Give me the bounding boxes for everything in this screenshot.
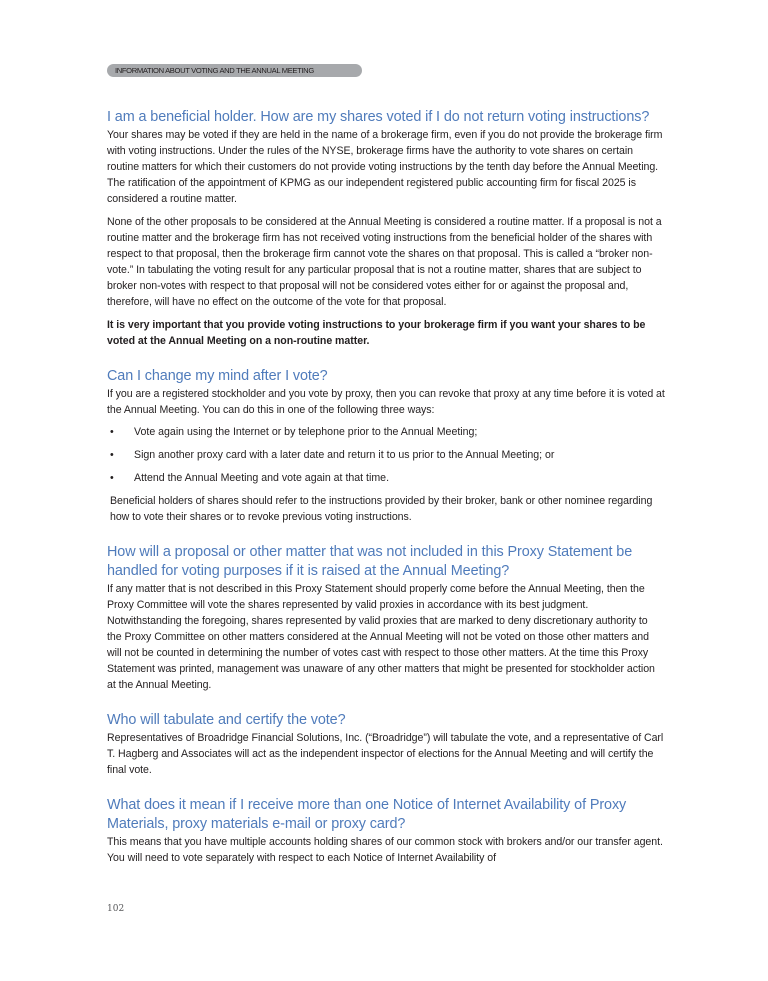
section-heading: Who will tabulate and certify the vote? [107,712,346,728]
list-item [107,424,665,440]
section-heading: How will a proposal or other matter that was not included in this Proxy Statement be handled for voting purposes if it is raised at the Annual Meeting? [107,544,633,579]
paragraph: This means that you have multiple accounts holding shares of our common stock with brokers and/or our transfer agent. You will need to vote separately with respect to each Notice of Internet Availability of [107,836,663,864]
section-change-mind [107,367,665,525]
paragraph: If you are a registered stockholder and you vote by proxy, then you can revoke that proxy at any time before it is voted at the Annual Meeting. You can do this in one of the following three ways: [107,388,665,416]
bullet-icon: • [110,426,114,438]
paragraph: Representatives of Broadridge Financial Solutions, Inc. (“Broadridge”) will tabulate the vote, and a representative of Carl T. Hagberg and Associates will act as the independent inspector of elections for the Annual Meeting and will certify the final vote. [107,732,664,776]
section-tab: INFORMATION ABOUT VOTING AND THE ANNUAL MEETING [107,64,362,77]
section-heading: What does it mean if I receive more than one Notice of Internet Availability of Proxy Materials, proxy materials e-mail or proxy card? [107,797,627,832]
document-body [107,108,665,866]
section-multiple-notices [107,796,665,866]
revocation-methods-list [107,424,665,486]
section-heading: Can I change my mind after I vote? [107,368,328,384]
paragraph: Your shares may be voted if they are held in the name of a brokerage firm, even if you do not provide the brokerage firm with voting instructions. Under the rules of the NYSE, brokerage firms have the authority to vote shares on certain routine matters for which their customers do not provide voting instructions by the tenth day before the Annual Meeting. The ratification of the appointment of KPMG as our independent registered public accounting firm for fiscal 2025 is considered a routine matter. [107,129,663,205]
paragraph: If any matter that is not described in this Proxy Statement should properly come before the Annual Meeting, then the Proxy Committee will vote the shares represented by valid proxies in accordance with its best judgment. Notwithstanding the foregoing, shares represented by valid proxies that are marked to deny discretionary authority to the Proxy Committee on other matters considered at the Annual Meeting will not be voted on those other matters and will not be counted in determining the number of votes cast with respect to those other matters. At the time this Proxy Statement was printed, management was unaware of any other matters that might be presented for stockholder action at the Annual Meeting. [107,583,655,691]
section-tabulate-vote [107,711,665,778]
list-item-text: Sign another proxy card with a later date and return it to us prior to the Annual Meeting; or [134,449,555,461]
bullet-icon: • [110,449,114,461]
bullet-icon: • [110,472,114,484]
section-heading: I am a beneficial holder. How are my shares voted if I do not return voting instructions? [107,109,650,125]
important-notice: It is very important that you provide voting instructions to your brokerage firm if you want your shares to be voted at the Annual Meeting on a non-routine matter. [107,319,646,347]
list-item [107,470,665,486]
section-beneficial-holder [107,108,665,349]
list-item-text: Vote again using the Internet or by telephone prior to the Annual Meeting; [134,426,478,438]
paragraph: Beneficial holders of shares should refer to the instructions provided by their broker, bank or other nominee regarding how to vote their shares or to revoke previous voting instructions. [110,495,653,523]
section-other-matters [107,543,665,693]
list-item [107,447,665,463]
page-number: 102 [107,904,125,914]
paragraph: None of the other proposals to be considered at the Annual Meeting is considered a routine matter. If a proposal is not a routine matter and the brokerage firm has not received voting instructions from the beneficial holder of the shares with respect to that proposal, then the brokerage firm cannot vote the shares on that proposal. This is called a “broker non-vote.” In tabulating the voting result for any particular proposal that is not a routine matter, shares that are subject to broker non-votes with respect to that proposal will not be considered votes either for or against the proposal and, therefore, will have no effect on the outcome of the vote for that proposal. [107,216,662,308]
list-item-text: Attend the Annual Meeting and vote again at that time. [134,472,390,484]
